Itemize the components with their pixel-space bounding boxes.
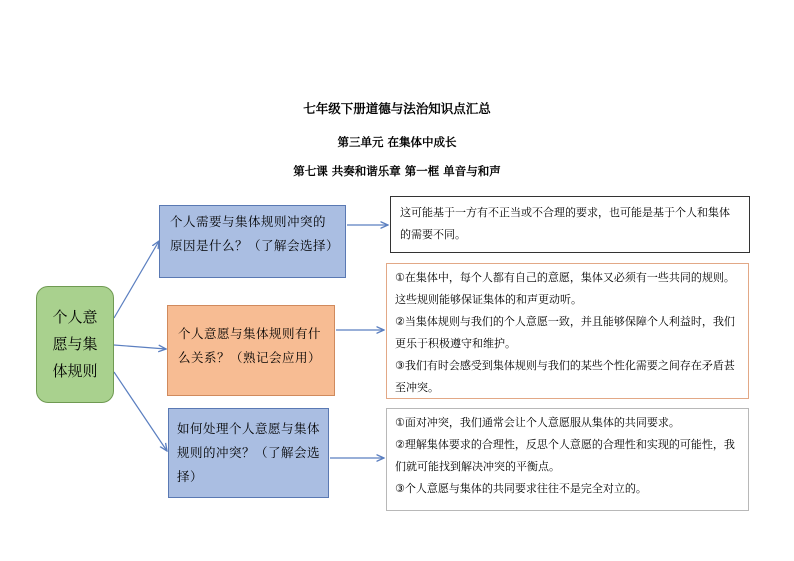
page-title: 七年级下册道德与法治知识点汇总	[303, 101, 491, 116]
answer-2-line-2: ②当集体规则与我们的个人意愿一致，并且能够保障个人利益时，我们更乐于积极遵守和维护。	[395, 315, 735, 350]
answer-3-line-3: ③个人意愿与集体的共同要求往往不是完全对立的。	[395, 482, 647, 495]
root-to-q1-line	[114, 241, 159, 318]
root-to-q2-line	[114, 345, 166, 349]
answer-1-line-1: 这可能基于一方有不正当或不合理的要求，也可能是基于个人和集体的需要不同。	[400, 206, 730, 241]
question-node-3	[168, 408, 329, 498]
question-node-1	[159, 205, 346, 278]
question-text-1: 个人需要与集体规则冲突的原因是什么？（了解会选择）	[170, 214, 340, 253]
answer-3-line-1: ①面对冲突，我们通常会让个人意愿服从集体的共同要求。	[395, 416, 680, 429]
question-text-2: 个人意愿与集体规则有什么关系？（熟记会应用）	[178, 326, 322, 365]
question-text-3: 如何处理个人意愿与集体规则的冲突？（了解会选择）	[177, 421, 321, 484]
root-label: 个人意愿与集体规则	[52, 308, 98, 380]
answer-2-line-1: ①在集体中，每个人都有自己的意愿，集体又必须有一些共同的规则。这些规则能够保证集体的和声更动听。	[395, 271, 735, 306]
answer-2-line-3: ③我们有时会感受到集体规则与我们的某些个性化需要之间存在矛盾甚至冲突。	[395, 359, 735, 394]
lesson-title: 第七课 共奏和谐乐章 第一框 单音与和声	[293, 164, 501, 178]
unit-title: 第三单元 在集体中成长	[337, 135, 457, 149]
answer-box-3	[386, 408, 749, 511]
answer-box-2	[386, 263, 749, 399]
answer-3-line-2: ②理解集体要求的合理性，反思个人意愿的合理性和实现的可能性，我们就可能找到解决冲突的平衡点。	[395, 438, 735, 473]
root-to-q3-line	[114, 372, 167, 451]
answer-box-1	[390, 196, 750, 253]
question-node-2	[167, 305, 335, 396]
root-node	[36, 286, 114, 403]
